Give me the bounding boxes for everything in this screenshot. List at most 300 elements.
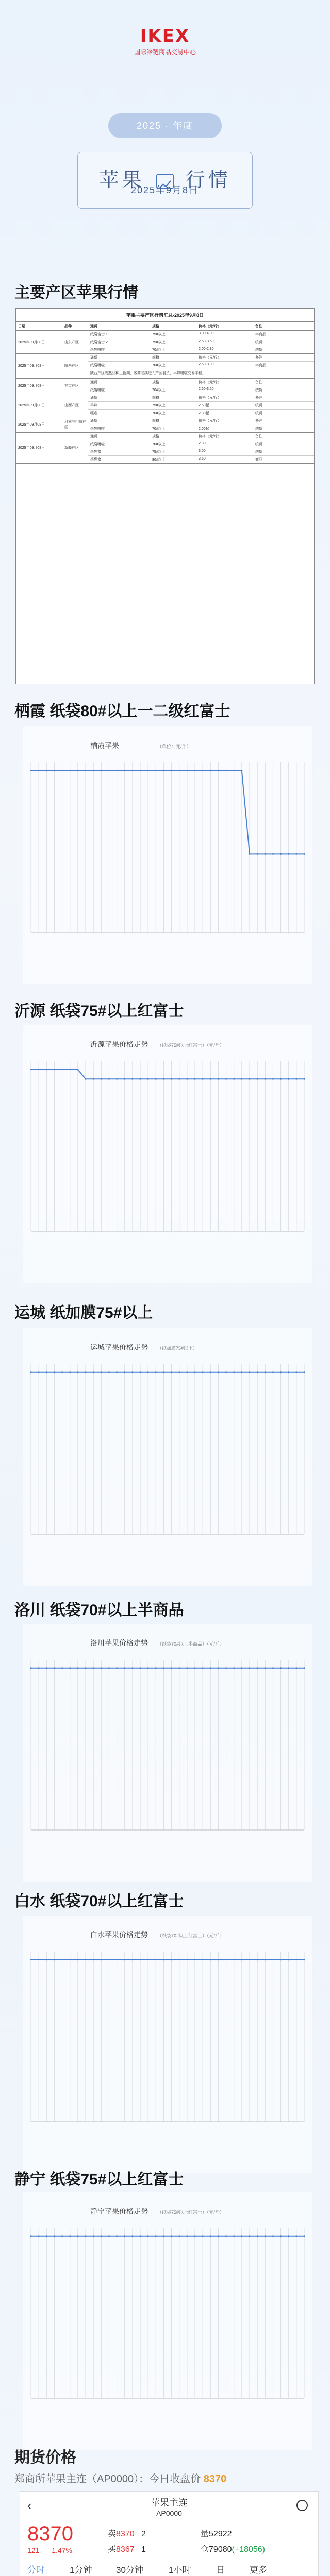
data-point <box>202 1667 204 1669</box>
data-point <box>295 1667 297 1669</box>
table-cell: 3.00-4.00 <box>196 331 253 338</box>
data-point <box>241 2235 242 2237</box>
chart-title: 栖霞苹果 <box>90 741 119 750</box>
data-point <box>265 853 266 855</box>
table-cell: 纸袋富士 2 <box>88 338 150 346</box>
data-point <box>304 1667 305 1669</box>
data-point <box>194 2235 196 2237</box>
data-point <box>116 770 118 771</box>
data-point <box>288 2235 289 2237</box>
data-point <box>186 1078 188 1080</box>
data-point <box>304 1959 305 1960</box>
table-row <box>88 346 314 353</box>
data-point <box>257 1667 258 1669</box>
data-point <box>69 1667 71 1669</box>
chart-unit: （纸袋70#以上半商品）（元/斤） <box>157 1641 225 1647</box>
data-point <box>225 1078 227 1080</box>
data-point <box>108 2235 110 2237</box>
bid-label: 买 <box>108 2545 117 2554</box>
yuncheng-chart <box>23 1328 312 1586</box>
tab-1hour[interactable]: 1小时 <box>169 2565 191 2575</box>
data-point <box>272 1078 274 1080</box>
tab-1min[interactable]: 1分钟 <box>70 2565 92 2575</box>
table-row <box>88 362 314 369</box>
data-point <box>46 1371 47 1373</box>
report-date: 2025年9月8日 <box>130 185 200 195</box>
data-point <box>304 1371 305 1373</box>
chart-unit: （纸加膜75#以上） <box>157 1346 198 1351</box>
data-point <box>101 1371 102 1373</box>
data-point <box>147 1667 149 1669</box>
data-point <box>186 1959 188 1960</box>
data-point <box>93 1371 94 1373</box>
table-cell: 2.80 <box>196 440 253 448</box>
table-group <box>16 331 314 354</box>
data-point <box>61 1371 63 1373</box>
data-point <box>163 770 164 771</box>
data-point <box>171 1078 172 1080</box>
table-cell: 通货 <box>88 354 150 361</box>
table-cell: 3.00 <box>196 448 253 455</box>
data-point <box>77 1069 78 1070</box>
futures-subtitle <box>14 2470 226 2485</box>
tab-intraday[interactable]: 分时 <box>27 2563 45 2575</box>
data-point <box>54 770 55 771</box>
data-point <box>265 1078 266 1080</box>
data-point <box>295 1371 297 1373</box>
data-point <box>295 1078 297 1080</box>
data-point <box>46 770 47 771</box>
data-point <box>257 1078 258 1080</box>
table-cell: 统货 <box>255 341 262 344</box>
table-cell: 2.30起 <box>196 410 253 417</box>
data-point <box>272 1959 274 1960</box>
table-cell: 价格（元/斤） <box>196 394 253 401</box>
data-point <box>38 770 40 771</box>
data-point <box>46 1959 47 1960</box>
data-point <box>202 1371 204 1373</box>
section-production: 主要产区苹果行情 <box>14 284 138 301</box>
data-point <box>124 1371 125 1373</box>
table-date: 2025年09月08日 <box>16 394 62 417</box>
data-point <box>61 1069 63 1070</box>
table-row <box>88 448 314 456</box>
data-point <box>30 1371 32 1373</box>
data-point <box>38 1667 40 1669</box>
data-point <box>54 2235 55 2237</box>
data-point <box>178 770 180 771</box>
table-group-body <box>88 417 314 432</box>
table-cell: 纸袋富士 <box>88 456 150 463</box>
table-cell: 2.00-2.80 <box>196 346 253 353</box>
data-point <box>218 1078 219 1080</box>
data-point <box>93 770 94 771</box>
chart-title: 运城苹果价格走势 <box>90 1343 148 1351</box>
data-point <box>30 1069 32 1070</box>
data-point <box>155 2235 157 2237</box>
data-point <box>147 1959 149 1960</box>
table-cell: 统货 <box>255 442 262 446</box>
tab-day[interactable]: 日 <box>216 2565 225 2575</box>
price-change <box>27 2546 82 2554</box>
data-point <box>61 770 63 771</box>
table-cell: 2.50-3.00 <box>196 362 253 369</box>
chart-title: 沂源苹果价格走势 <box>90 1040 148 1048</box>
data-point <box>186 2235 188 2237</box>
data-point <box>186 770 188 771</box>
table-cell: 70#以上 <box>150 362 196 369</box>
data-point <box>124 1078 125 1080</box>
oi-value: 79080 <box>209 2545 232 2554</box>
data-point <box>272 1667 274 1669</box>
app-header <box>20 2492 318 2522</box>
table-cell: 统货 <box>255 411 262 415</box>
data-point <box>304 2235 305 2237</box>
data-point <box>101 1667 102 1669</box>
data-point <box>202 770 204 771</box>
table-region: 河南三门峡产区 <box>62 417 88 432</box>
table-cell: 通货 <box>88 417 150 425</box>
table-cell: 2.00起 <box>196 425 253 432</box>
data-point <box>85 1667 87 1669</box>
data-point <box>171 1959 172 1960</box>
data-point <box>257 1959 258 1960</box>
data-point <box>241 1959 242 1960</box>
data-point <box>163 1078 164 1080</box>
tab-more[interactable]: 更多 <box>250 2565 267 2575</box>
table-group <box>16 433 314 464</box>
data-point <box>131 1078 133 1080</box>
table-cell: 通货 <box>88 379 150 386</box>
data-point <box>124 1959 125 1960</box>
data-point <box>171 2235 172 2237</box>
data-point <box>140 770 141 771</box>
data-point <box>186 1371 188 1373</box>
table-cell: 纸袋富士 <box>88 448 150 455</box>
data-point <box>93 1078 94 1080</box>
data-point <box>210 1078 211 1080</box>
table-cell: 通货 <box>88 433 150 440</box>
title-box <box>77 152 253 209</box>
data-point <box>280 2235 282 2237</box>
table-date: 2025年09月08日 <box>16 379 62 394</box>
data-point <box>85 1959 87 1960</box>
contract-code: AP0000 <box>156 2509 182 2517</box>
table-cell: 价格（元/斤） <box>196 354 253 361</box>
data-point <box>155 1078 157 1080</box>
table-cell: 纸袋嘎啦 <box>88 362 150 369</box>
data-point <box>116 2235 118 2237</box>
data-point <box>210 2235 211 2237</box>
data-point <box>233 770 235 771</box>
table-cell: 备注 <box>255 380 262 384</box>
data-point <box>155 770 157 771</box>
bid-row <box>108 2542 146 2557</box>
data-point <box>54 1371 55 1373</box>
data-point <box>178 1371 180 1373</box>
data-point <box>101 1959 102 1960</box>
luochuan-chart <box>23 1624 312 1882</box>
data-point <box>295 2235 297 2237</box>
data-point <box>272 2235 274 2237</box>
chart-title: 洛川苹果价格走势 <box>90 1639 148 1647</box>
data-point <box>218 1959 219 1960</box>
data-point <box>116 1667 118 1669</box>
data-point <box>155 1959 157 1960</box>
table-date: 2025年09月08日 <box>16 417 62 432</box>
table-cell: 统货 <box>255 427 262 431</box>
section-baishui: 白水 纸袋70#以上红富士 <box>14 1893 184 1910</box>
bid-price: 8367 <box>116 2545 135 2554</box>
data-point <box>194 1371 196 1373</box>
data-point <box>38 2235 40 2237</box>
back-arrow-icon[interactable]: ‹ <box>27 2498 32 2513</box>
table-group-body <box>88 379 314 394</box>
table-header-cell: 通货 <box>88 322 150 330</box>
data-point <box>163 1371 164 1373</box>
line-chart-svg <box>23 1916 312 2163</box>
table-cell: 75#以上 <box>150 331 196 338</box>
table-region: 甘肃产区 <box>62 379 88 394</box>
data-point <box>77 1667 78 1669</box>
data-point <box>257 1371 258 1373</box>
table-row <box>88 417 314 425</box>
table-header-cell: 品种 <box>62 322 88 330</box>
data-point <box>30 1667 32 1669</box>
data-point <box>69 1959 71 1960</box>
table-cell: 统货 <box>255 450 262 454</box>
data-point <box>233 2235 235 2237</box>
data-point <box>131 770 133 771</box>
data-point <box>30 770 32 771</box>
ask-row <box>108 2527 146 2542</box>
table-row <box>88 338 314 346</box>
data-point <box>218 1667 219 1669</box>
table-row <box>88 425 314 432</box>
data-point <box>54 1959 55 1960</box>
table-header-cell: 日期 <box>16 322 62 330</box>
table-cell: 70#以上 <box>150 346 196 353</box>
data-point <box>218 770 219 771</box>
logo-org: 国际冷链商品交易中心 <box>134 48 196 56</box>
table-cell: 规格 <box>150 433 196 440</box>
table-cell: 规格 <box>150 379 196 386</box>
data-point <box>233 1959 235 1960</box>
table-cell: 70#以上 <box>150 386 196 394</box>
chart-unit: （纸袋70#以上红富士）（元/斤） <box>157 1933 225 1938</box>
table-cell: 备注 <box>255 396 262 400</box>
table-region: 山东产区 <box>62 331 88 353</box>
data-point <box>210 1667 211 1669</box>
data-point <box>155 1667 157 1669</box>
data-point <box>61 2235 63 2237</box>
line-chart-svg <box>23 2192 312 2439</box>
data-point <box>272 1371 274 1373</box>
data-point <box>38 1959 40 1960</box>
table-title: 苹果主要产区行情汇总-2025年9月8日 <box>16 309 314 322</box>
title-right: 行情 <box>185 170 231 191</box>
data-point <box>233 1371 235 1373</box>
data-point <box>280 853 282 855</box>
data-point <box>210 770 211 771</box>
data-point <box>116 1078 118 1080</box>
table-header-cell: 备注 <box>255 325 262 328</box>
table-group <box>16 394 314 417</box>
data-point <box>265 1371 266 1373</box>
data-point <box>288 1078 289 1080</box>
data-point <box>304 853 305 855</box>
data-point <box>257 853 258 855</box>
oi-label: 仓 <box>201 2545 209 2554</box>
data-point <box>131 1959 133 1960</box>
table-date: 2025年09月08日 <box>16 354 62 378</box>
table-region: 新疆产区 <box>62 433 88 463</box>
table-cell: 规格 <box>150 417 196 425</box>
section-futures: 期货价格 <box>14 2449 76 2466</box>
table-body <box>16 331 314 464</box>
data-point <box>140 1371 141 1373</box>
data-point <box>69 1069 71 1070</box>
table-row <box>88 331 314 338</box>
data-point <box>249 1667 251 1669</box>
table-cell: 备注 <box>255 356 262 360</box>
data-point <box>171 1371 172 1373</box>
data-point <box>210 1959 211 1960</box>
table-cell: 早熟 <box>88 402 150 409</box>
data-point <box>54 1667 55 1669</box>
section-jingning: 静宁 纸袋75#以上红富士 <box>14 2171 184 2188</box>
data-point <box>155 1371 157 1373</box>
table-group-body <box>88 394 314 417</box>
baishui-chart <box>23 1916 312 2173</box>
table-cell: 嘎啦 <box>88 410 150 417</box>
search-icon[interactable] <box>296 2500 308 2511</box>
table-cell: 75#以上 <box>150 402 196 409</box>
data-point <box>93 1959 94 1960</box>
data-point <box>265 1959 266 1960</box>
data-point <box>249 1078 251 1080</box>
data-point <box>108 770 110 771</box>
data-point <box>101 770 102 771</box>
tab-30min[interactable]: 30分钟 <box>116 2565 143 2575</box>
table-cell: 纸袋富士 1 <box>88 331 150 338</box>
futures-subtitle-text: 郑商所苹果主连（AP0000）：今日收盘价 <box>14 2473 201 2485</box>
qixia-chart <box>23 726 312 984</box>
data-point <box>241 1371 242 1373</box>
oi-change: (+18056) <box>232 2545 266 2554</box>
data-point <box>202 2235 204 2237</box>
data-point <box>46 2235 47 2237</box>
data-point <box>108 1371 110 1373</box>
data-point <box>194 1959 196 1960</box>
chart-unit: （单位：元/斤） <box>157 744 191 749</box>
data-point <box>30 2235 32 2237</box>
title-left: 苹果 <box>99 170 145 191</box>
data-point <box>131 2235 133 2237</box>
table-group <box>16 379 314 394</box>
data-point <box>225 2235 227 2237</box>
table-region: 山西产区 <box>62 394 88 417</box>
table-row <box>88 410 314 417</box>
production-table <box>15 308 315 684</box>
data-point <box>288 1667 289 1669</box>
table-cell: 70#以上 <box>150 410 196 417</box>
volume-oi <box>201 2527 265 2557</box>
change-percent: 1.47% <box>52 2546 72 2554</box>
table-cell: 纸袋嘎啦 <box>88 386 150 394</box>
table-cell: 备注 <box>255 434 262 438</box>
data-point <box>69 2235 71 2237</box>
data-point <box>77 1371 78 1373</box>
last-price: 8370 <box>27 2522 73 2545</box>
section-qixia: 栖霞 纸袋80#以上一二级红富士 <box>14 703 230 720</box>
ask-price: 8370 <box>116 2530 135 2538</box>
line-chart-svg <box>23 1328 312 1575</box>
data-point <box>101 2235 102 2237</box>
data-point <box>147 770 149 771</box>
data-point <box>225 770 227 771</box>
data-point <box>257 2235 258 2237</box>
data-point <box>108 1667 110 1669</box>
table-group-body <box>88 433 314 463</box>
table-cell: 2.50-3.50 <box>196 338 253 346</box>
data-point <box>124 770 125 771</box>
data-point <box>147 1078 149 1080</box>
data-point <box>202 1078 204 1080</box>
table-row <box>88 394 314 402</box>
data-point <box>265 1667 266 1669</box>
section-luochuan: 洛川 纸袋70#以上半商品 <box>14 1602 184 1619</box>
table-cell: 半商品 <box>255 364 266 367</box>
data-point <box>46 1069 47 1070</box>
data-point <box>140 1667 141 1669</box>
data-point <box>77 1959 78 1960</box>
bid-qty: 1 <box>141 2545 146 2554</box>
data-point <box>163 1959 164 1960</box>
table-row <box>88 402 314 410</box>
data-point <box>77 2235 78 2237</box>
table-cell: 统货 <box>255 403 262 408</box>
table-row <box>88 354 314 362</box>
table-cell: 规格 <box>150 394 196 401</box>
table-note: 陕西产区晚熟品种上色期，客商陆续进入产区看货，早熟嘎啦交易平稳。 <box>88 369 314 378</box>
table-cell: 价格（元/斤） <box>196 433 253 440</box>
table-cell: 纸袋嘎啦 <box>88 346 150 353</box>
chart-unit: （纸袋75#以上红富士）（元/斤） <box>157 1043 225 1048</box>
futures-app <box>20 2491 319 2576</box>
table-cell: 价格（元/斤） <box>196 417 253 425</box>
volume-row <box>201 2527 265 2542</box>
data-point <box>54 1069 55 1070</box>
data-point <box>85 2235 87 2237</box>
data-point <box>116 1371 118 1373</box>
data-point <box>108 1959 110 1960</box>
data-point <box>131 1371 133 1373</box>
data-point <box>69 1371 71 1373</box>
data-point <box>147 1371 149 1373</box>
data-point <box>295 1959 297 1960</box>
data-point <box>249 853 251 855</box>
data-point <box>218 2235 219 2237</box>
data-point <box>295 853 297 855</box>
table-cell: 70#以上 <box>150 440 196 448</box>
table-cell: 价格（元/斤） <box>196 379 253 386</box>
data-point <box>85 770 87 771</box>
data-point <box>140 1959 141 1960</box>
data-point <box>280 1667 282 1669</box>
table-row <box>88 379 314 386</box>
table-cell: 70#以上 <box>150 425 196 432</box>
